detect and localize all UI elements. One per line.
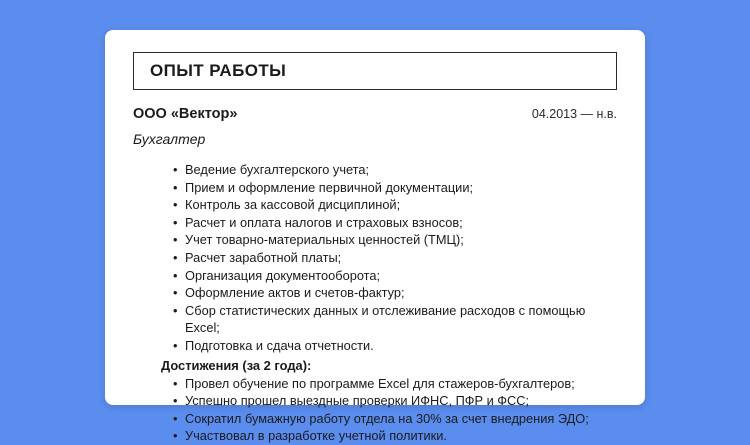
list-item: • Успешно прошел выездные проверки ИФНС, ПФР и ФСС; — [173, 392, 617, 410]
list-item: • Сбор статистических данных и отслеживание расходов с помощью Excel; — [173, 302, 617, 337]
list-item: • Расчет и оплата налогов и страховых взносов; — [173, 214, 617, 232]
list-item: • Оформление актов и счетов-фактур; — [173, 284, 617, 302]
company-name: ООО «Вектор» — [133, 106, 238, 122]
list-item: • Подготовка и сдача отчетности. — [173, 337, 617, 355]
list-item: • Расчет заработной платы; — [173, 249, 617, 267]
employment-dates: 04.2013 — н.в. — [531, 107, 617, 121]
job-position: Бухгалтер — [133, 131, 206, 147]
list-item: • Ведение бухгалтерского учета; — [173, 161, 617, 179]
list-item: • Сократил бумажную работу отдела на 30% за счет внедрения ЭДО; — [173, 410, 617, 428]
list-item: • Участвовал в разработке учетной политики. — [173, 427, 617, 445]
resume-page — [105, 30, 645, 444]
list-item: • Прием и оформление первичной документации; — [173, 179, 617, 197]
achievements-title: Достижения (за 2 года): — [161, 357, 312, 373]
duties-list — [133, 161, 617, 355]
list-item: • Провел обучение по программе Excel для стажеров-бухгалтеров; — [173, 375, 617, 393]
job-header — [133, 106, 617, 122]
list-item: • Организация документооборота; — [173, 267, 617, 285]
achievements-list — [133, 375, 617, 445]
page-title: ОПЫТ РАБОТЫ — [150, 61, 287, 80]
section-title-box — [133, 52, 617, 90]
list-item: • Контроль за кассовой дисциплиной; — [173, 196, 617, 214]
list-item: • Учет товарно-материальных ценностей (ТМЦ); — [173, 231, 617, 249]
